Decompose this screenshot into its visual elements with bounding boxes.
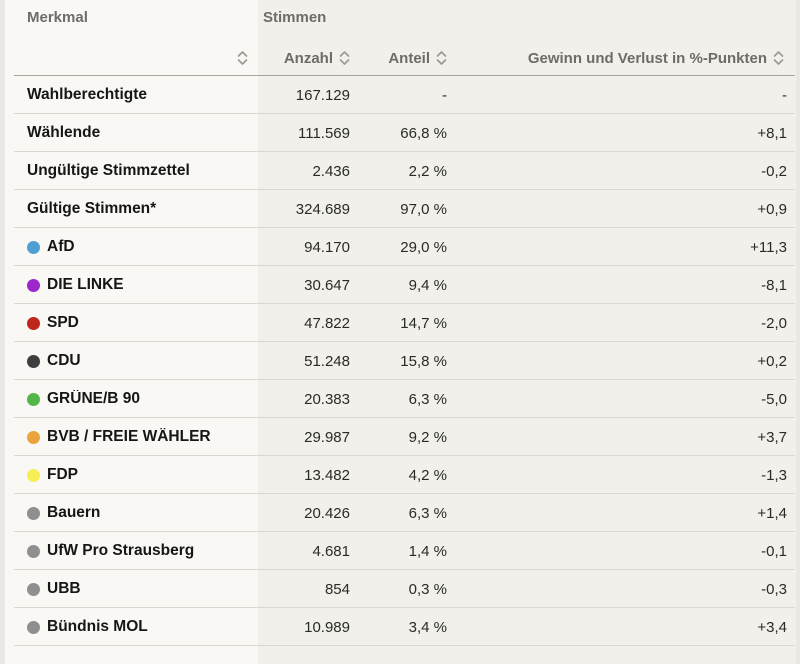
anteil-value: 3,4 % xyxy=(408,618,447,636)
anteil-value: 15,8 % xyxy=(400,352,447,370)
merkmal-cell xyxy=(5,124,258,142)
merkmal-cell xyxy=(5,314,258,332)
merkmal-cell xyxy=(5,542,258,560)
row-label: CDU xyxy=(47,352,81,369)
election-results-table xyxy=(5,0,796,664)
column-group-merkmal: Merkmal xyxy=(27,9,88,26)
column-header-merkmal-sort[interactable] xyxy=(5,40,258,76)
row-label: Bauern xyxy=(47,504,101,521)
anzahl-value: 324.689 xyxy=(295,200,350,218)
column-header-label: Anzahl xyxy=(283,49,333,67)
gewinn-verlust-value: +0,2 xyxy=(757,352,787,370)
table-row xyxy=(5,190,796,228)
merkmal-cell xyxy=(5,428,258,446)
sort-icon xyxy=(773,50,784,66)
column-header-label: Gewinn und Verlust in %-Punkten xyxy=(527,49,767,67)
party-color-dot xyxy=(27,431,40,444)
anzahl-value: 20.383 xyxy=(304,390,350,408)
party-color-dot xyxy=(27,279,40,292)
gewinn-verlust-value: - xyxy=(782,86,787,104)
anzahl-value: 854 xyxy=(324,580,350,598)
merkmal-cell xyxy=(5,238,258,256)
anteil-value: 1,4 % xyxy=(408,542,447,560)
anteil-value: 14,7 % xyxy=(400,314,447,332)
row-label: Gültige Stimmen* xyxy=(27,200,157,217)
anzahl-value: 13.482 xyxy=(304,466,350,484)
table-row xyxy=(5,380,796,418)
gewinn-verlust-value: -0,1 xyxy=(761,542,787,560)
merkmal-cell xyxy=(5,580,258,598)
anzahl-value: 2.436 xyxy=(312,162,350,180)
table-row xyxy=(5,494,796,532)
gewinn-verlust-value: -0,2 xyxy=(761,162,787,180)
table-row xyxy=(5,342,796,380)
anteil-value: 4,2 % xyxy=(408,466,447,484)
anzahl-value: 111.569 xyxy=(298,124,350,142)
table-row xyxy=(5,76,796,114)
party-color-dot xyxy=(27,507,40,520)
gewinn-verlust-value: -2,0 xyxy=(761,314,787,332)
table-row xyxy=(5,152,796,190)
anteil-value: 2,2 % xyxy=(408,162,447,180)
gewinn-verlust-value: +3,4 xyxy=(757,618,787,636)
anzahl-value: 167.129 xyxy=(295,86,350,104)
gewinn-verlust-value: -8,1 xyxy=(761,276,787,294)
row-label: Wählende xyxy=(27,124,101,141)
merkmal-cell xyxy=(5,86,258,104)
column-header-gewinn-verlust[interactable] xyxy=(450,40,796,76)
column-group-row xyxy=(5,0,796,40)
merkmal-cell xyxy=(5,276,258,294)
party-color-dot xyxy=(27,583,40,596)
anteil-value: 9,4 % xyxy=(408,276,447,294)
row-label: Ungültige Stimmzettel xyxy=(27,162,190,179)
party-color-dot xyxy=(27,469,40,482)
gewinn-verlust-value: +1,4 xyxy=(757,504,787,522)
anteil-value: 0,3 % xyxy=(408,580,447,598)
gewinn-verlust-value: +8,1 xyxy=(757,124,787,142)
row-label: Wahlberechtigte xyxy=(27,86,147,103)
anzahl-value: 47.822 xyxy=(304,314,350,332)
merkmal-cell xyxy=(5,466,258,484)
anteil-value: 29,0 % xyxy=(400,238,447,256)
row-label: GRÜNE/B 90 xyxy=(47,390,141,407)
party-color-dot xyxy=(27,241,40,254)
anteil-value: 97,0 % xyxy=(400,200,447,218)
column-header-row xyxy=(5,40,796,76)
anzahl-value: 94.170 xyxy=(304,238,350,256)
sort-icon xyxy=(339,50,350,66)
anteil-value: - xyxy=(442,86,447,104)
row-label: DIE LINKE xyxy=(47,276,124,293)
party-color-dot xyxy=(27,393,40,406)
table-row xyxy=(5,456,796,494)
row-label: Bündnis MOL xyxy=(47,618,148,635)
party-color-dot xyxy=(27,545,40,558)
gewinn-verlust-value: -1,3 xyxy=(761,466,787,484)
sort-icon xyxy=(237,50,248,66)
gewinn-verlust-value: -5,0 xyxy=(761,390,787,408)
sort-icon xyxy=(436,50,447,66)
table-row xyxy=(5,304,796,342)
row-label: UBB xyxy=(47,580,81,597)
row-label: SPD xyxy=(47,314,79,331)
row-label: AfD xyxy=(47,238,75,255)
merkmal-cell xyxy=(5,504,258,522)
table-row xyxy=(5,418,796,456)
anteil-value: 66,8 % xyxy=(400,124,447,142)
table-header xyxy=(5,0,796,76)
anzahl-value: 29.987 xyxy=(304,428,350,446)
table-row xyxy=(5,114,796,152)
merkmal-cell xyxy=(5,162,258,180)
table-row xyxy=(5,570,796,608)
gewinn-verlust-value: +3,7 xyxy=(757,428,787,446)
column-header-anteil[interactable] xyxy=(355,40,450,76)
anzahl-value: 10.989 xyxy=(304,618,350,636)
merkmal-cell xyxy=(5,618,258,636)
column-group-stimmen: Stimmen xyxy=(263,9,327,26)
party-color-dot xyxy=(27,621,40,634)
gewinn-verlust-value: +11,3 xyxy=(750,238,787,256)
column-header-anzahl[interactable] xyxy=(258,40,355,76)
row-label: FDP xyxy=(47,466,78,483)
row-label: BVB / FREIE WÄHLER xyxy=(47,428,211,445)
anzahl-value: 51.248 xyxy=(304,352,350,370)
anzahl-value: 4.681 xyxy=(312,542,350,560)
row-label: UfW Pro Strausberg xyxy=(47,542,195,559)
anzahl-value: 20.426 xyxy=(304,504,350,522)
gewinn-verlust-value: -0,3 xyxy=(761,580,787,598)
anteil-value: 6,3 % xyxy=(408,504,447,522)
table-body xyxy=(5,76,796,646)
merkmal-cell xyxy=(5,200,258,218)
table-row xyxy=(5,266,796,304)
merkmal-cell xyxy=(5,390,258,408)
merkmal-cell xyxy=(5,352,258,370)
column-header-label: Anteil xyxy=(388,49,430,67)
party-color-dot xyxy=(27,355,40,368)
gewinn-verlust-value: +0,9 xyxy=(757,200,787,218)
table-row xyxy=(5,228,796,266)
anzahl-value: 30.647 xyxy=(304,276,350,294)
anteil-value: 6,3 % xyxy=(408,390,447,408)
table-row xyxy=(5,532,796,570)
table-row xyxy=(5,608,796,646)
anteil-value: 9,2 % xyxy=(408,428,447,446)
party-color-dot xyxy=(27,317,40,330)
